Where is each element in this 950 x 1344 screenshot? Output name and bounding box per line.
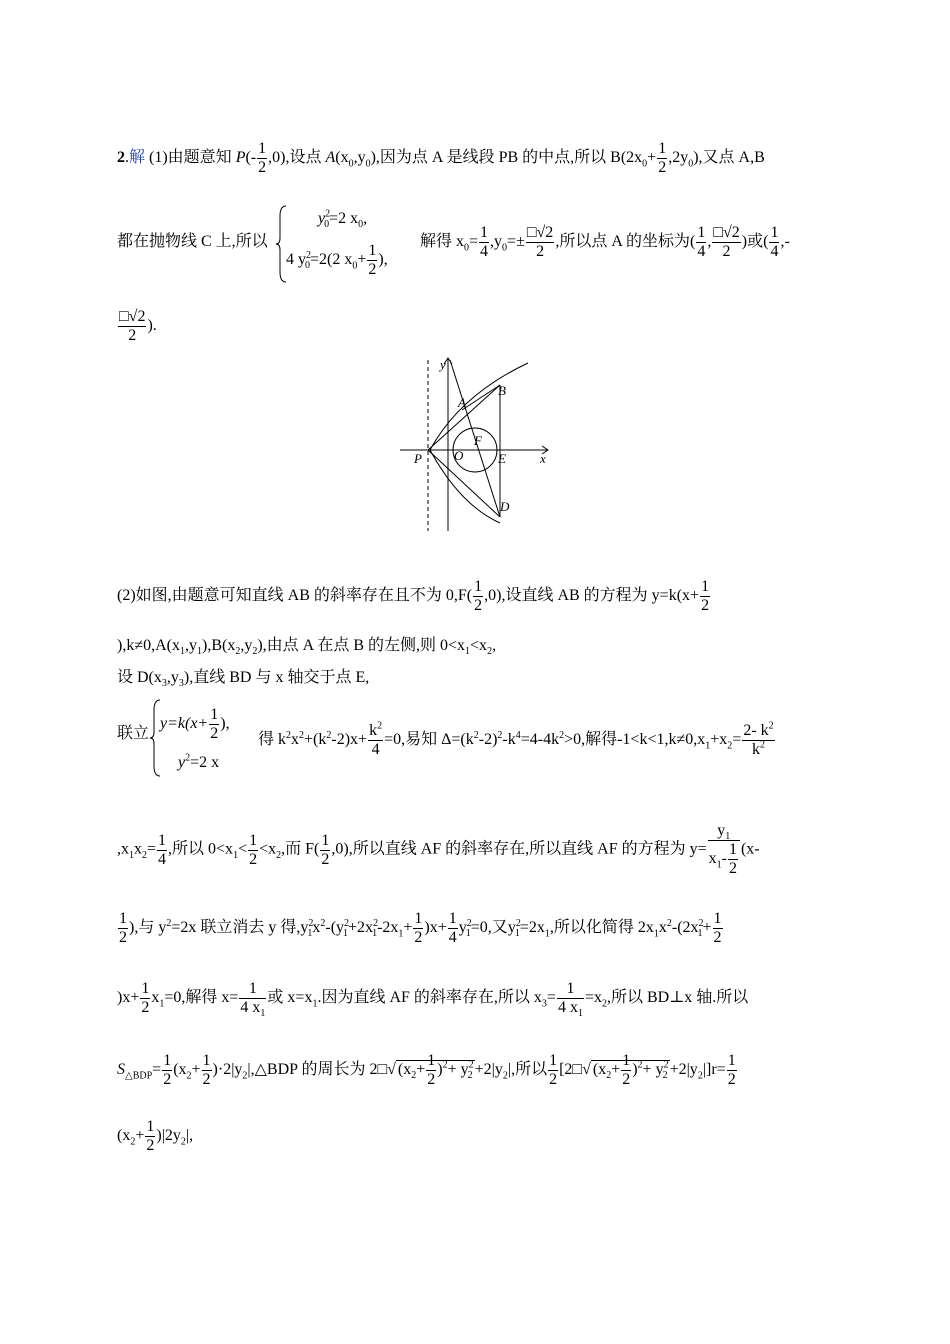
solution-line-2b: 解得 $x_0=$ $\frac{1}{4}$ $,y_0=\pm$ $\frac{□√2}{2}$ ,所以点 A 的坐标为( $\frac{1}{4}$ , $\frac{□√2}{2}$ )或( $\frac{1}{4}$ ,- (420, 224, 790, 260)
system-eq-2: 4 $y^2_0=2(2$ $x_0+$ $\frac{1}{2}$ ), (286, 242, 388, 278)
svg-text:E: E (498, 451, 506, 466)
system-eq-1: $y^2_0=2$ $x_0$, (318, 208, 368, 231)
fraction: $\frac{1}{2}$ (258, 140, 267, 176)
svg-text:x: x (540, 451, 546, 466)
system-eq-4: $y^2=2$ x (178, 752, 220, 771)
radical: ($x_2+$ $\frac{1}{2}$ )$^2+ y^2_2$ (592, 1052, 669, 1088)
solution-line-6: 设 $D(x_3,y_3)$,直线 BD 与 x 轴交于点 E, (117, 669, 370, 690)
problem-number: 2 (117, 149, 125, 167)
svg-text:y: y (440, 357, 446, 372)
solution-line-12: ($x_2+$ $\frac{1}{2}$ )$|2y_2|$, (117, 1118, 194, 1154)
solution-line-7b: 得 $k^2x^2+(k^2-2)x+$ $\frac{k^2}{4}$ =0,易知 $\Delta=(k^2-2)^2-k^4=4-4k^2>0$,解得$-1<k<1,k\ne 0,x_1+x_2=$ $\frac{2- k^2}{k^2}$ (258, 720, 774, 758)
solution-line-2: 都在抛物线 C 上,所以 (117, 233, 268, 250)
solution-line-4: (2)如图,由题意可知直线 AB 的斜率存在且不为 0,F( $\frac{1}{2}$ ,0),设直线 AB 的方程为 y=k(x+ $\frac{1}{2}$ (117, 578, 710, 614)
solution-line-11: $S_{\triangle BDP}=$ $\frac{1}{2}$ ($x_2+$ $\frac{1}{2}$ )$\cdot 2|y_2|,\triangle BDP$ 的周长为 2□√ ($x_2+$ $\frac{1}{2}$ )$^2+ y^2_2 +2|y_2|$,所以 $\frac{1}{2}$ [2□√ ($x_2+$ $\frac{1}{2}$ )$^2+ y^2_2 +2|y_2|]r=$ $\frac{1}{2}$ (117, 1052, 736, 1088)
solution-label: 解 (129, 149, 146, 167)
solution-line-7: 联立 (117, 725, 150, 742)
svg-text:P: P (414, 451, 422, 466)
solution-line-9: $\frac{1}{2}$ ),与 $y^2=2x$ 联立消去 y 得$,y^2_1x^2-(y^2_1+2x^2_1-2x_1+$ $\frac{1}{2}$ )x+ $\frac{1}{4}$ $y^2_1=0$,又$y^2_1=2x_1$,所以化简得 $2x_1x^2-(2x^2_1+$ $\frac{1}{2}$ (119, 910, 722, 946)
svg-text:O: O (454, 448, 464, 463)
solution-line-1: 2.解 (1)由题意知 P(- $\frac{1}{2}$ ,0),设点 $A(x_0,y_0)$,因为点 A 是线段 PB 的中点,所以 $B(2x_0+$ $\frac{1}{2}$ $,2y_0$),又点 A,B (117, 140, 765, 176)
fraction: $\frac{1}{2}$ (658, 140, 667, 176)
svg-text:B: B (498, 383, 506, 398)
solution-line-5: )$,k\ne 0,A(x_1,y_1),B(x_2,y_2)$,由点 A 在点 B 的左侧,则 $0<x_1<x_2$, (117, 637, 497, 658)
svg-text:A: A (458, 395, 466, 410)
solution-line-3: $\frac{□√2}{2}$ ). (119, 308, 157, 344)
svg-text:D: D (500, 499, 510, 514)
system-eq-3: y=k(x+ $\frac{1}{2}$ ), (160, 706, 230, 742)
svg-text:F: F (474, 433, 482, 448)
radical: ($x_2+$ $\frac{1}{2}$ )$^2+ y^2_2$ (397, 1052, 474, 1088)
solution-line-8: $,x_1x_2=$ $\frac{1}{4}$ ,所以 $0<x_1<$ $\frac{1}{2}$ $<x_2$,而 F( $\frac{1}{2}$ ,0),所以直线 AF 的斜率存在,所以直线 AF 的方程为 y= $y_1$ $x_1-$ $\frac{1}{2}$ (x- (117, 822, 760, 877)
parabola-figure (400, 355, 550, 535)
solution-line-10: )x+ $\frac{1}{2}$ $x_1=0$,解得 x= $\frac{1}{4 x_1}$ 或 $x=x_1$.因为直线 AF 的斜率存在,所以 $x_3=$ $\frac{1}{4 x_1}$ $=x_2$,所以 BD⊥x 轴.所以 (117, 980, 749, 1020)
line-ab (462, 385, 500, 410)
